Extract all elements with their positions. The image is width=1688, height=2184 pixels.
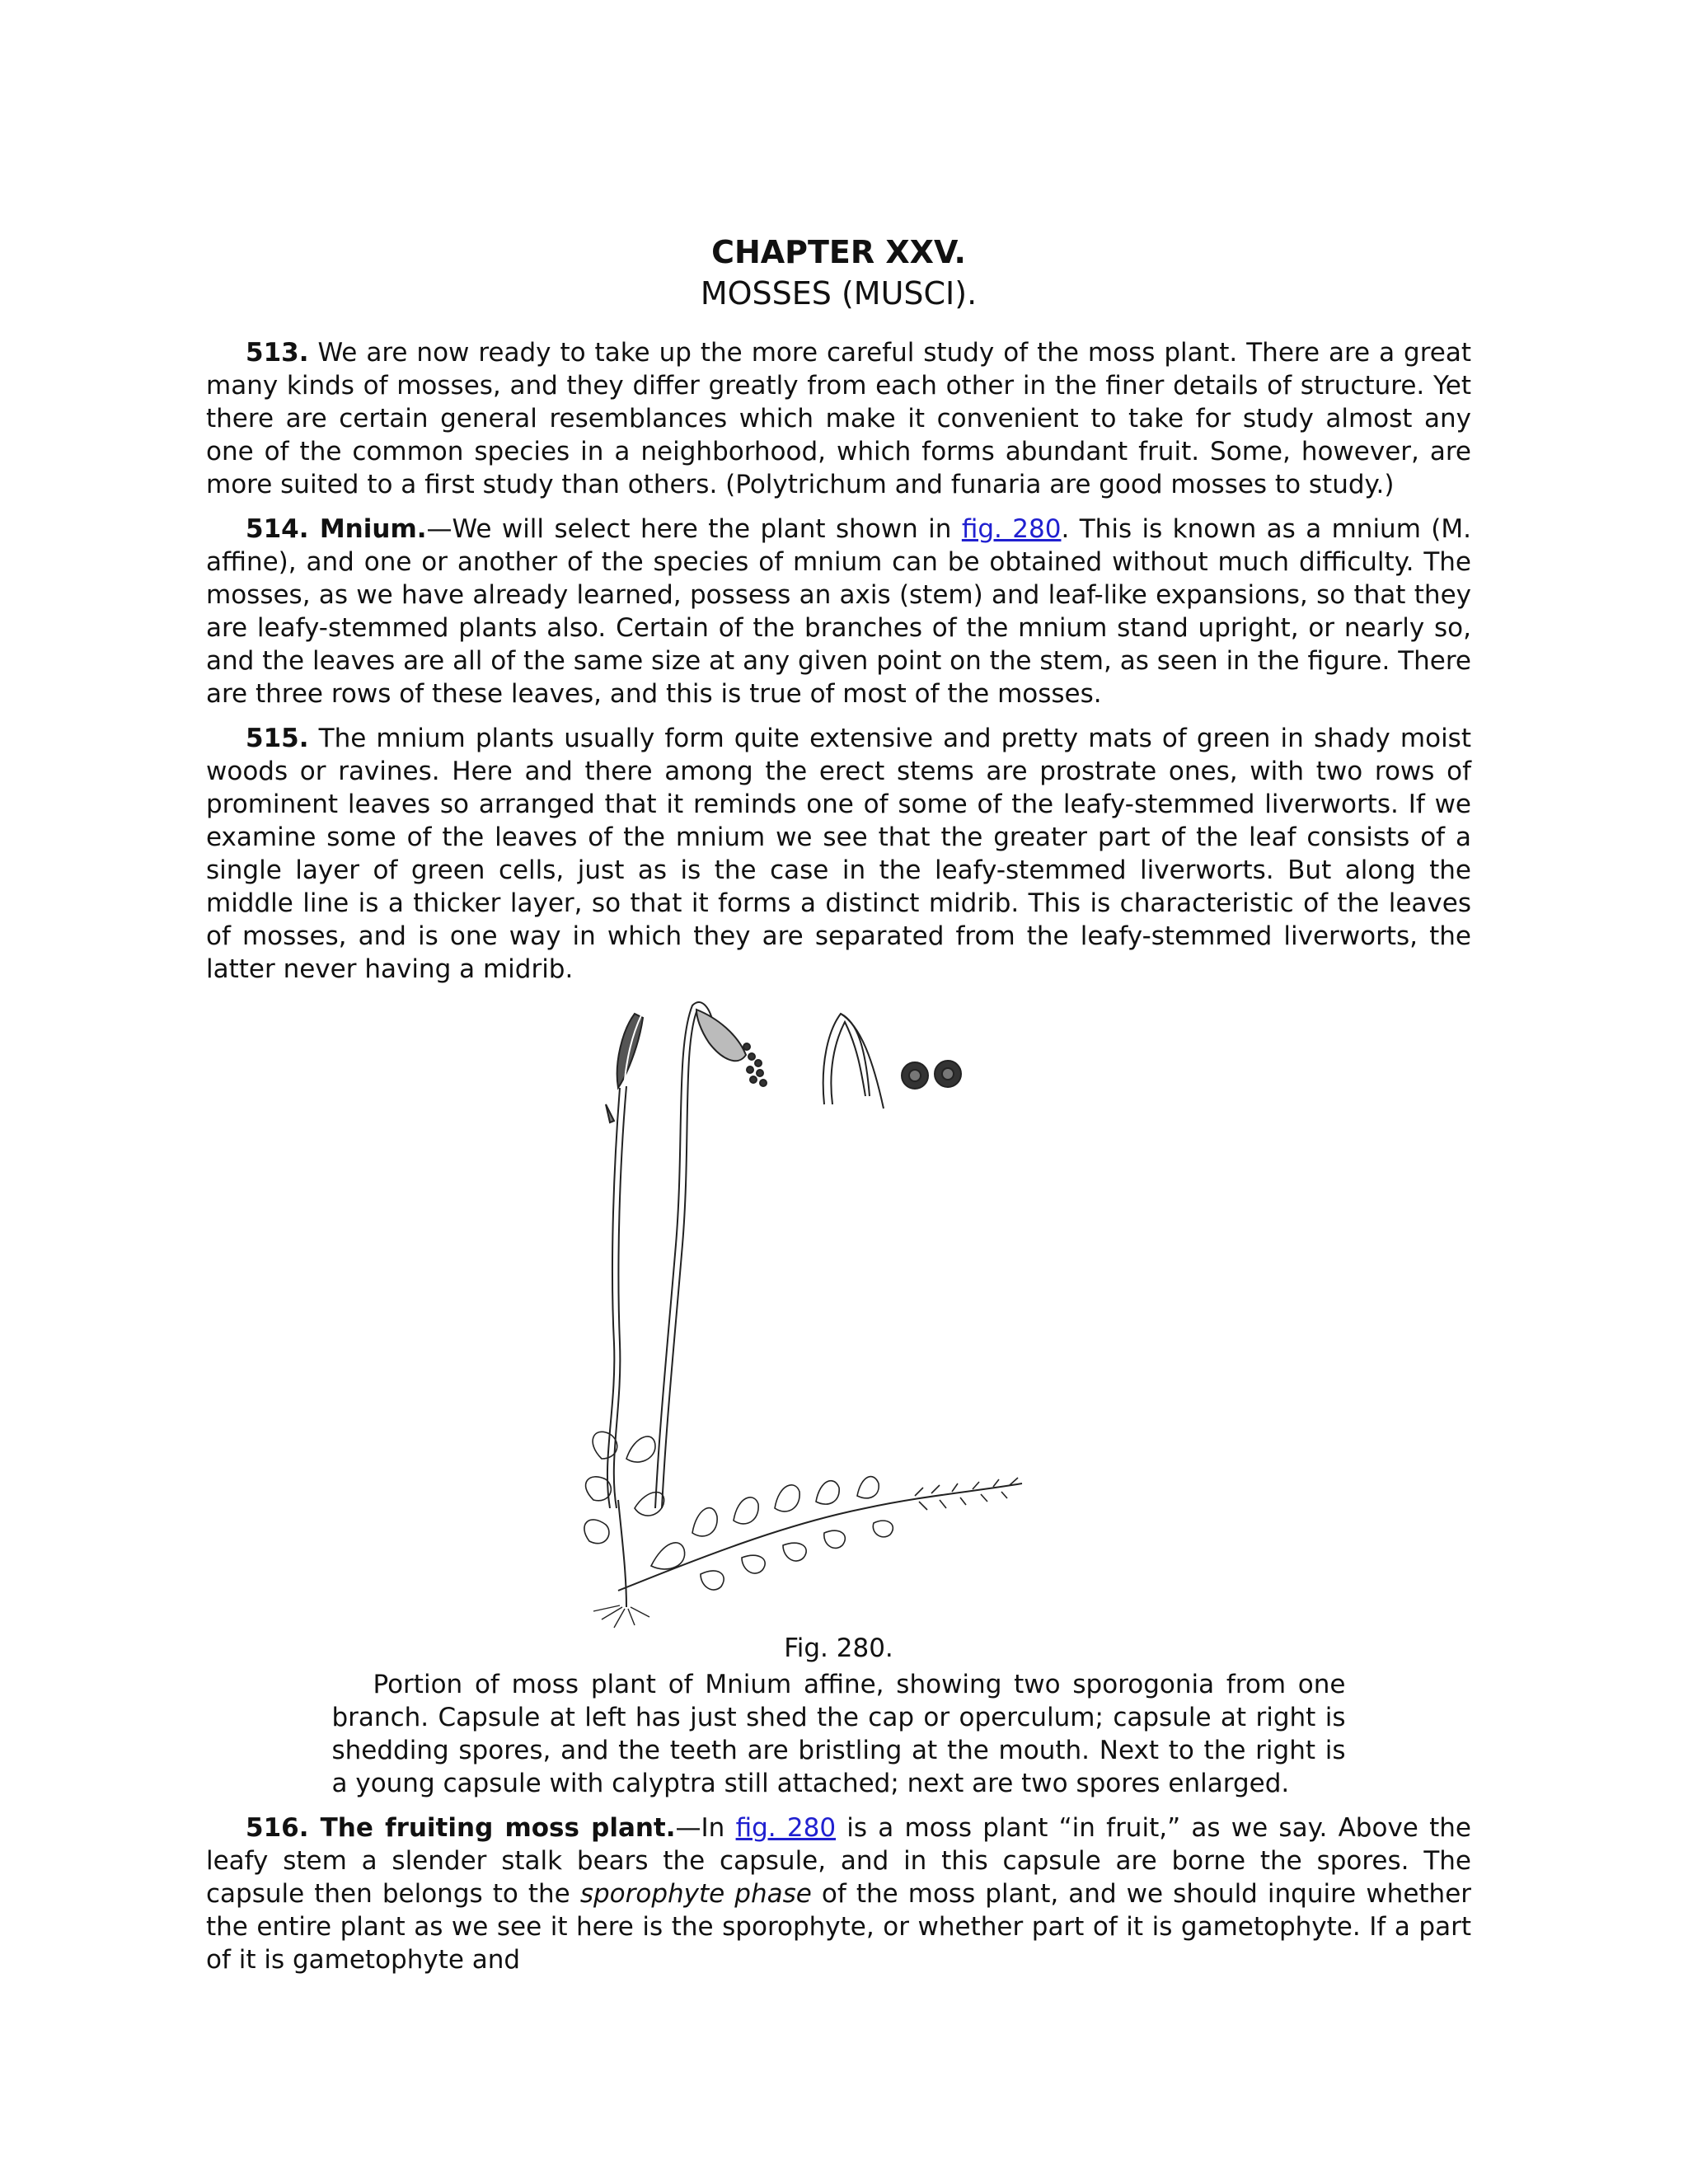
paragraph-514	[206, 513, 1471, 710]
paragraph-text: We are now ready to take up the more careful study of the moss plant. There are a great many kinds of mosses, and they differ greatly from each other in the finer details of structure. Yet there are certain general resemblances which make it convenient to take for study almost any one of the common species in a neighborhood, which forms abundant fruit. Some, however, are more suited to a first study than others. (Polytrichum and funaria are good mosses to study.)	[206, 338, 1471, 499]
young-capsule	[823, 1014, 884, 1108]
paragraph-number: 514. Mnium.	[246, 514, 427, 544]
chapter-subtitle: MOSSES (MUSCI).	[700, 275, 978, 312]
paragraph-lead: —We will select here the plant shown in	[426, 514, 962, 544]
erect-stem	[618, 1500, 626, 1607]
paragraph-number: 513.	[246, 338, 309, 368]
paragraph-lead: —In	[675, 1813, 736, 1843]
leaves	[584, 1432, 1018, 1590]
paragraph-text: The mnium plants usually form quite extensive and pretty mats of green in shady moist woods or ravines. Here and there among the erect stems are prostrate ones, with two rows of prominent leaves so arranged that it reminds one of some of the leafy-stemmed liverworts. If we examine some of the leaves of the mnium we see that the greater part of the leaf consists of a single layer of green cells, just as is the case in the leafy-stemmed liverworts. But along the middle line is a thicker layer, so that it forms a distinct midrib. This is characteristic of the leaves of mosses, and is one way in which they are separated from the leafy-stemmed liverworts, the latter never having a midrib.	[206, 724, 1471, 984]
paragraph-text: . This is known as a mnium (M. affine), and one or another of the species of mnium can be obtained without much difficulty. The mosses, as we have already learned, possess an axis (stem) and leaf-like expansions, so that they are leafy-stemmed plants also. Certain of the branches of the mnium stand upright, or nearly so, and the leaves are all of the same size at any given point on the stem, as seen in the figure. There are three rows of these leaves, and this is true of most of the mosses.	[206, 514, 1471, 709]
page	[206, 232, 1471, 1988]
paragraph-516	[206, 1811, 1471, 1976]
spores-enlarged	[902, 1061, 961, 1089]
right-capsule	[696, 1010, 767, 1086]
figure-caption: Portion of moss plant of Mnium affine, showing two sporogonia from one branch. Capsule at left has just shed the cap or operculum; capsule at right is shedding spores, and the teeth are bristling at the mouth. Next to the right is a young capsule with calyptra still attached; next are two spores enlarged.	[331, 1670, 1346, 1798]
chapter-heading: CHAPTER XXV.	[711, 234, 966, 270]
figure-label: Fig. 280.	[784, 1633, 893, 1663]
paragraph-515	[206, 722, 1471, 986]
figure-280	[206, 997, 1471, 1632]
paragraph-text: of the moss plant, and we should inquire whether the entire plant as we see it here is the sporophyte, or whether part of it is gametophyte. If a part of it is gametophyte and	[206, 1879, 1472, 1975]
right-seta	[655, 1002, 713, 1508]
italic-term: sporophyte phase	[579, 1879, 812, 1909]
paragraph-number: 516. The fruiting moss plant.	[246, 1813, 676, 1843]
fig-280-link[interactable]: fig. 280	[961, 514, 1062, 544]
fig-280-link[interactable]: fig. 280	[735, 1813, 837, 1843]
moss-plant-illustration	[577, 997, 1104, 1632]
paragraph-text: is a moss plant “in fruit,” as we say. Above the leafy stem a slender stalk bears the capsule, and in this capsule are borne the spores. The capsule then belongs to the	[206, 1813, 1471, 1909]
paragraph-number: 515.	[246, 724, 309, 753]
rhizoids	[593, 1605, 649, 1628]
paragraph-513	[206, 336, 1471, 501]
